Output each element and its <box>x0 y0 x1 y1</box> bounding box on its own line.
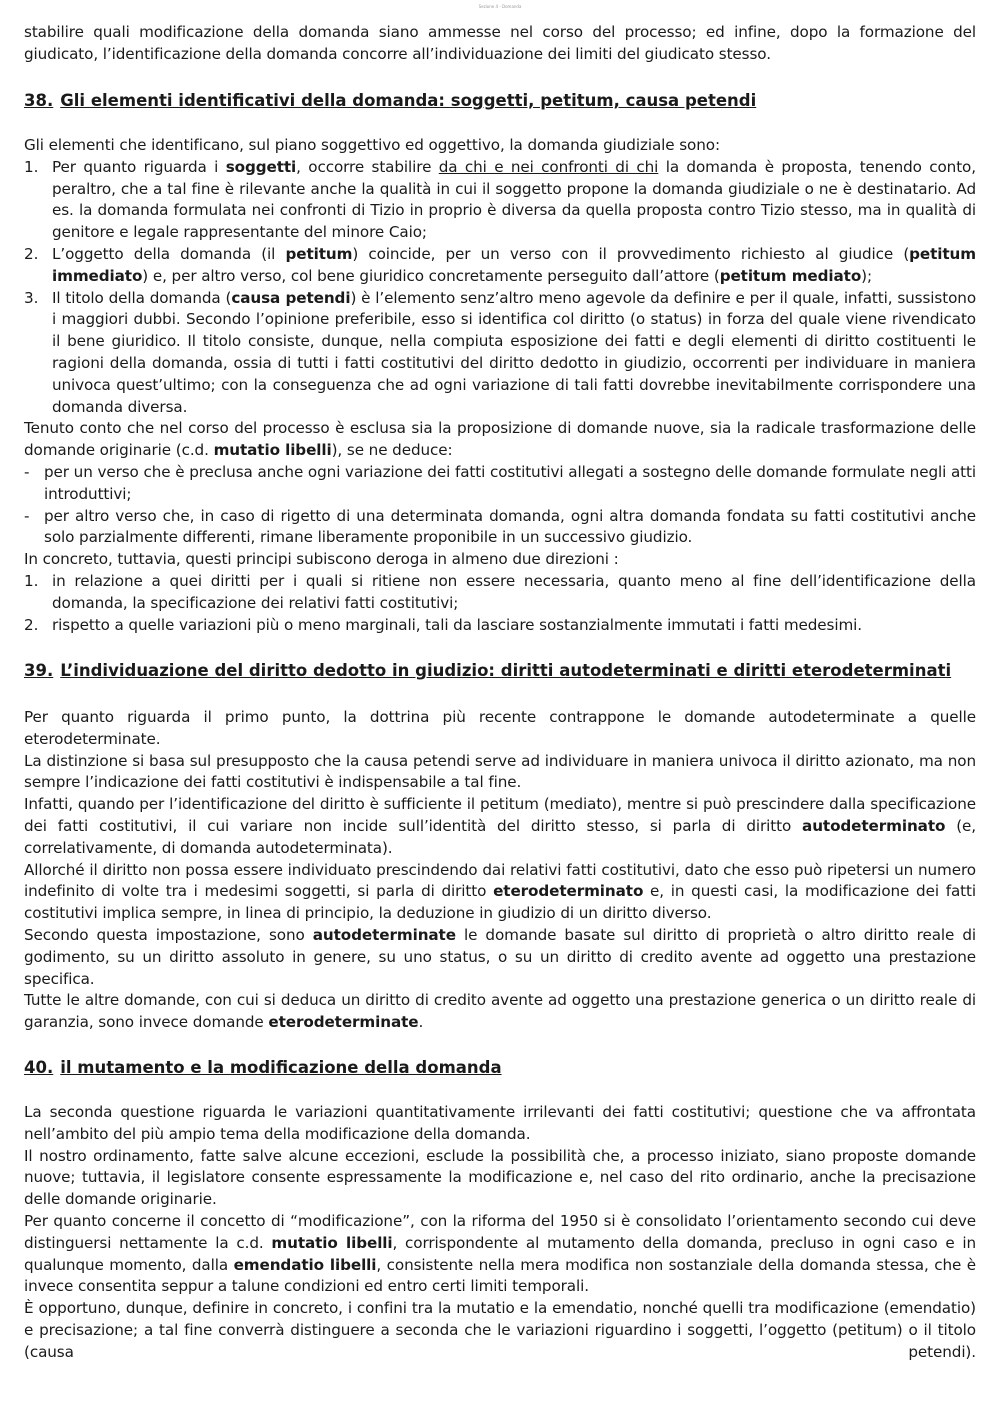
text: . <box>418 1013 424 1032</box>
section-39-heading <box>24 660 951 682</box>
text: rispetto a quelle variazioni più o meno marginali, tali da lasciare sostanzialmente immutati i fatti medesimi. <box>52 615 863 634</box>
bold-term: autodeterminato <box>802 816 946 835</box>
bold-term: causa petendi <box>231 288 351 307</box>
text: Secondo questa impostazione, sono <box>24 925 313 944</box>
section-38-paragraph: In concreto, tuttavia, questi principi subiscono deroga in almeno due direzioni : <box>24 550 619 569</box>
text: ); <box>861 266 873 285</box>
list-item <box>24 288 976 419</box>
text: ) e, per altro verso, col bene giuridico concretamente perseguito dall’attore ( <box>142 266 720 285</box>
text: e, in questi casi, la modificazione dei fatti costitutivi implica sempre, in linea di principio, la deduzione in giudizio di un diritto diverso. <box>24 882 976 923</box>
section-39-paragraph <box>24 860 976 925</box>
exceptions-list <box>24 571 976 636</box>
section-39-paragraph: La distinzione si basa sul presupposto che la causa petendi serve ad individuare in maniera univoca il diritto azionato, ma non sempre l’indicazione dei fatti costitutivi è indispensabile a tal fine. <box>24 751 976 792</box>
text: , corrispondente al mutamento della domanda, precluso in ogni caso e in qualunque momento, dalla <box>24 1233 977 1274</box>
section-38-number: 38. <box>24 91 54 110</box>
text: in relazione a quei diritti per i quali si ritiene non essere necessaria, quanto meno al fine dell’identificazione della domanda, la specificazione dei relativi fatti costitutivi; <box>52 571 976 612</box>
text: Tutte le altre domande, con cui si deduca un diritto di credito avente ad oggetto una prestazione generica o un diritto reale di garanzia, sono invece domande <box>24 991 976 1032</box>
list-item <box>24 462 976 506</box>
page-header-mark: Sezione 4 - Domanda <box>478 4 522 9</box>
bold-term: mutatio libelli <box>213 441 332 460</box>
bold-term: petitum immediato <box>52 244 976 285</box>
text: (e, correlativamente, di domanda autodeterminata). <box>24 816 976 857</box>
text: per altro verso che, in caso di rigetto di una determinata domanda, ogni altra domanda fondata su fatti costitutivi anche solo parzialmente differenti, rimane liberamente proponibile in un successivo giudizio. <box>44 506 976 547</box>
section-40-paragraph: La seconda questione riguarda le variazioni quantitativamente irrilevanti dei fatti costitutivi; questione che va affrontata nell’ambito del più ampio tema della modificazione della domanda. <box>24 1103 976 1143</box>
text: Allorché il diritto non possa essere individuato prescindendo dai relativi fatti costitutivi, dato che esso può ripetersi un numero indefinito di volte tra i medesimi soggetti, si parla di diritto <box>24 860 976 901</box>
section-39-body <box>24 707 976 1034</box>
section-38-lead: Gli elementi che identificano, sul piano soggettivo ed oggettivo, la domanda giudiziale sono: <box>24 136 720 154</box>
bold-term: mutatio libelli <box>271 1233 393 1252</box>
list-item <box>24 571 976 615</box>
section-39-number: 39. <box>24 661 54 680</box>
bold-term: autodeterminate <box>312 925 456 944</box>
bold-term: petitum mediato <box>719 266 862 285</box>
section-40-heading <box>24 1057 502 1079</box>
text: ) coincide, per un verso con il provvedimento richiesto al giudice ( <box>352 244 910 263</box>
list-marker: 2. <box>24 615 39 634</box>
section-38-title: Gli elementi identificativi della domanda: soggetti, petitum, causa petendi <box>60 91 757 110</box>
list-marker: 1. <box>24 571 39 590</box>
text: le domande basate sul diritto di proprietà o altro diritto reale di godimento, su un diritto assoluto in genere, su uno status, o su un diritto di credito avente ad oggetto una prestazione specifica. <box>24 925 976 988</box>
bold-term: petitum <box>285 244 353 263</box>
list-marker: 3. <box>24 288 39 307</box>
section-38-paragraph <box>24 418 976 462</box>
section-40-paragraph <box>24 1211 976 1298</box>
list-marker: - <box>24 506 30 525</box>
section-40-paragraph: Il nostro ordinamento, fatte salve alcune eccezioni, esclude la possibilità che, a processo iniziato, siano proposte domande nuove; tuttavia, il legislatore consente espressamente la modificazione e, nel caso del rito ordinario, anche la precisazione delle domande originarie. <box>24 1146 976 1209</box>
text: ), se ne deduce: <box>331 441 453 460</box>
section-40-body <box>24 1102 976 1364</box>
list-marker: 2. <box>24 244 39 263</box>
section-38-heading <box>24 90 756 112</box>
text: , occorre stabilire <box>296 157 439 176</box>
text: Per quanto concerne il concetto di “modificazione”, con la riforma del 1950 si è consolidato l’orientamento secondo cui deve distinguersi nettamente la c.d. <box>24 1211 976 1252</box>
section-38-body <box>24 135 976 636</box>
bold-term: soggetti <box>225 157 297 176</box>
intro-paragraph: stabilire quali modificazione della domanda siano ammesse nel corso del processo; ed infine, dopo la formazione del giudicato, l’identificazione della domanda concorre all’individuazione dei limiti del giudicato stesso. <box>24 23 976 63</box>
section-40-number: 40. <box>24 1058 54 1077</box>
text: , consistente nella mera modifica non sostanziale della domanda stessa, che è invece consentita seppur a talune condizioni ed entro certi limiti temporali. <box>24 1255 976 1296</box>
text: Infatti, quando per l’identificazione del diritto è sufficiente il petitum (mediato), mentre si può prescindere dalla specificazione dei fatti costitutivi, il cui variare non incide sull’identità del diritto stesso, si parla di diritto <box>24 795 976 835</box>
text: ) è l’elemento senz’altro meno agevole da definire e per il quale, infatti, sussistono i maggiori dubbi. Secondo l’opinione preferibile, esso si identifica col diritto (o status) in forza del quale viene rivendicato il bene giuridico. Il titolo consiste, dunque, nella compiuta esposizione dei fatti e degli elementi di diritto costituenti le ragioni della domanda, ossia di tutti i fatti costitutivi del diritto dedotto in giudizio, occorrenti per individuare in maniera univoca quest’ultimo; con la conseguenza che ad ogni variazione di tali fatti dovrebbe inevitabilmente corrispondere una domanda diversa. <box>52 288 977 416</box>
bold-term: eterodeterminate <box>268 1013 419 1032</box>
section-39-paragraph <box>24 990 976 1034</box>
elements-list <box>24 157 976 419</box>
section-40-title: il mutamento e la modificazione della domanda <box>60 1058 502 1077</box>
consequences-list <box>24 462 976 549</box>
list-item <box>24 506 976 550</box>
section-39-title: L’individuazione del diritto dedotto in giudizio: diritti autodeterminati e diritti eterodeterminati <box>60 661 952 680</box>
underlined-term: da chi e nei confronti di chi <box>438 157 659 176</box>
bold-term: eterodeterminato <box>493 882 644 901</box>
section-39-paragraph <box>24 794 976 859</box>
section-40-paragraph: È opportuno, dunque, definire in concreto, i confini tra la mutatio e la emendatio, nonché quelli tra modificazione (emendatio) e precisazione; a tal fine converrà distinguere a seconda che le variazioni riguardino i soggetti, l’oggetto (petitum) o il titolo (causa petendi). <box>24 1299 976 1361</box>
text: la domanda è proposta, tenendo conto, peraltro, che a tal fine è rilevante anche la qualità in cui il soggetto propone la domanda giudiziale o ne è destinatario. Ad es. la domanda formulata nei confronti di Tizio in proprio è diversa da quella proposta contro Tizio stesso, ma in qualità di genitore e legale rappresentante del minore Caio; <box>52 157 976 242</box>
list-marker: 1. <box>24 157 39 176</box>
list-marker: - <box>24 462 30 481</box>
bold-term: emendatio libelli <box>233 1255 377 1274</box>
text: Tenuto conto che nel corso del processo è esclusa sia la proposizione di domande nuove, sia la radicale trasformazione delle domande originarie (c.d. <box>24 419 976 460</box>
text: Per quanto riguarda i <box>52 157 226 176</box>
list-item <box>24 157 976 244</box>
section-39-paragraph: Per quanto riguarda il primo punto, la dottrina più recente contrappone le domande autodeterminate a quelle eterodeterminate. <box>24 708 976 748</box>
text: Il titolo della domanda ( <box>52 288 232 307</box>
text: L’oggetto della domanda (il <box>52 244 286 263</box>
list-item <box>24 615 976 637</box>
list-item <box>24 244 976 288</box>
section-39-paragraph <box>24 925 976 990</box>
text: per un verso che è preclusa anche ogni variazione dei fatti costitutivi allegati a sostegno delle domande formulate negli atti introduttivi; <box>44 462 976 503</box>
